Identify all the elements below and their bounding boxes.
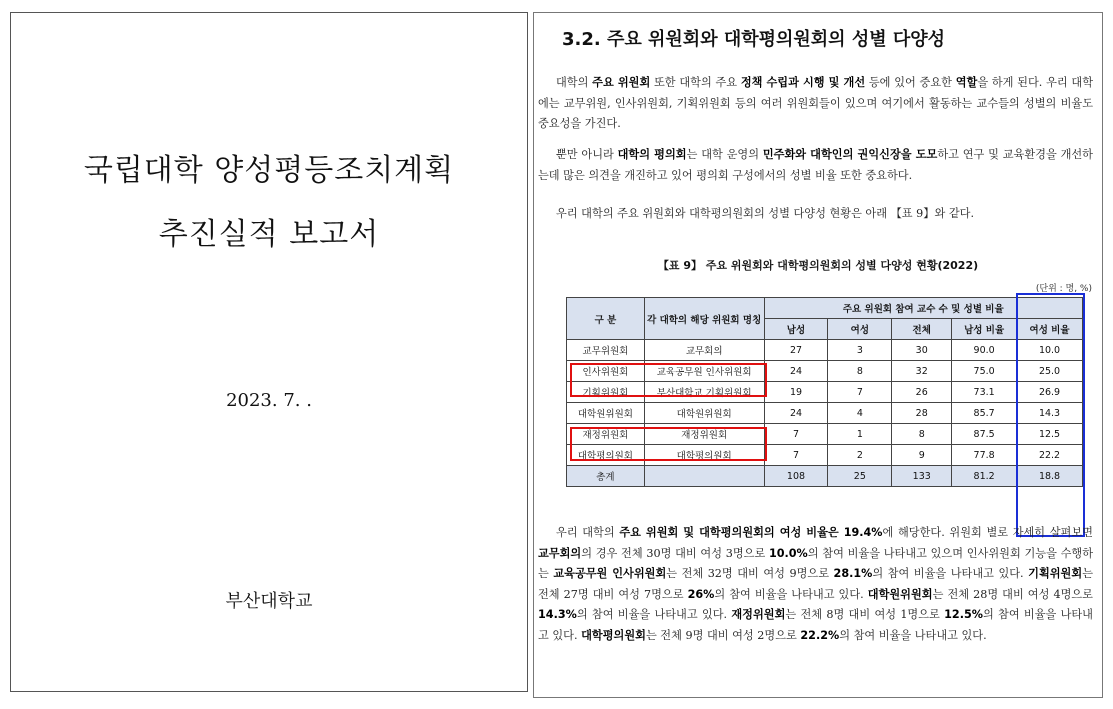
cell-diagonal	[644, 466, 764, 487]
header-total: 전체	[892, 319, 952, 340]
paragraph-2	[538, 145, 1093, 186]
cell-male-pct: 85.7	[952, 403, 1017, 424]
para1-text-2: 또한 대학의 주요	[650, 76, 741, 89]
cell-male-pct: 90.0	[952, 340, 1017, 361]
cell-female: 8	[828, 361, 892, 382]
cell-male-pct: 77.8	[952, 445, 1017, 466]
highlight-box-finance	[570, 427, 767, 461]
para1-bold-1: 주요 위원회	[592, 76, 651, 89]
cell-group: 교무위원회	[567, 340, 645, 361]
cell-male-pct: 73.1	[952, 382, 1017, 403]
cell-male-pct: 75.0	[952, 361, 1017, 382]
cell-name: 대학평의원회	[644, 445, 764, 466]
para4-text: 는 전체 9명 대비 여성 2명으로	[645, 628, 801, 642]
cell-female-pct: 14.3	[1017, 403, 1083, 424]
cell-total: 32	[892, 361, 952, 382]
para4-bold: 12.5%	[944, 608, 983, 621]
para4-text: 에 해당한다. 위원회 별로 자세히 살펴보면	[882, 526, 1093, 539]
paragraph-3	[538, 204, 1093, 225]
highlight-box-female-ratio	[1016, 293, 1085, 537]
cell-group: 인사위원회	[567, 361, 645, 382]
para2-text-3: 하고 연구 및 교육환경을 개선하는데 많은 의견을 개진하고 있어 평의회 구성에서의 성별 비율 또한 중요하다.	[538, 148, 1093, 182]
cover-title-line2: 추진실적 보고서	[158, 217, 380, 252]
para4-text: 의 참여 비율을 나타내고 있다.	[839, 628, 987, 642]
cell-name: 대학원위원회	[644, 403, 764, 424]
cell-male: 27	[764, 340, 828, 361]
cell-name: 교무회의	[644, 340, 764, 361]
paragraph-4	[538, 523, 1093, 646]
cell-male: 24	[764, 361, 828, 382]
para4-text: 의 경우 전체 30명 대비 여성 3명으로	[581, 546, 769, 560]
cell-name: 재정위원회	[644, 424, 764, 445]
table-row	[567, 403, 1083, 424]
para4-text: 의 참여 비율을 나타내고 있다.	[538, 608, 1093, 642]
para4-text: 는 전체 32명 대비 여성 9명으로	[666, 567, 834, 580]
para4-bold: 기획위원회	[1028, 567, 1083, 580]
cell-group: 기획위원회	[567, 382, 645, 403]
cell-female: 3	[828, 340, 892, 361]
table-unit: (단위 : 명, %)	[1035, 284, 1092, 294]
paragraph-1	[538, 73, 1093, 135]
header-committee-name: 각 대학의 해당 위원회 명칭	[644, 298, 764, 340]
cover-page	[10, 12, 528, 692]
para4-bold: 14.3%	[538, 608, 577, 621]
cell-male: 7	[764, 424, 828, 445]
table-total-row	[567, 466, 1083, 487]
para2-text-2: 는 대학 운영의	[686, 148, 763, 161]
para4-text: 의 참여 비율을 나타내고 있다.	[714, 587, 868, 601]
para4-bold: 교무회의	[538, 546, 582, 560]
cell-female-pct: 22.2	[1017, 445, 1083, 466]
para4-bold: 교육공무원 인사위원회	[553, 567, 667, 580]
cell-total: 26	[892, 382, 952, 403]
para4-bold: 주요 위원회 및 대학평의원회의 여성 비율은 19.4%	[619, 526, 883, 539]
cell-total-label: 총계	[567, 466, 645, 487]
cover-title-line1: 국립대학 양성평등조치계획	[83, 153, 455, 188]
table-row	[567, 340, 1083, 361]
para1-text-1: 대학의	[556, 76, 593, 89]
table-caption: 【표 9】 주요 위원회와 대학평의원회의 성별 다양성 현황(2022)	[657, 259, 979, 272]
header-male: 남성	[764, 319, 828, 340]
cell-female: 1	[828, 424, 892, 445]
para4-text: 는 전체 8명 대비 여성 1명으로	[785, 608, 945, 621]
header-group: 구 분	[567, 298, 645, 340]
section-title: 3.2. 주요 위원회와 대학평의원회의 성별 다양성	[562, 29, 946, 50]
cell-male: 19	[764, 382, 828, 403]
cell-male: 7	[764, 445, 828, 466]
para4-bold: 22.2%	[800, 628, 840, 642]
para1-bold-2: 정책 수립과 시행 및 개선	[740, 76, 866, 89]
cell-total: 8	[892, 424, 952, 445]
cell-female-pct: 25.0	[1017, 361, 1083, 382]
para4-bold: 28.1%	[833, 567, 873, 580]
cell-female: 7	[828, 382, 892, 403]
header-male-pct: 남성 비율	[952, 319, 1017, 340]
para4-bold: 10.0%	[768, 546, 808, 560]
cell-female-pct: 12.5	[1017, 424, 1083, 445]
para4-bold: 재정위원회	[731, 608, 786, 621]
para3-text: 우리 대학의 주요 위원회와 대학평의원회의 성별 다양성 현황은 아래 【표 9】와 같다.	[556, 207, 974, 220]
para4-text: 는 전체 27명 대비 여성 7명으로	[538, 567, 1093, 601]
cell-male: 24	[764, 403, 828, 424]
para4-bold: 26%	[687, 587, 715, 601]
cell-total-male-pct: 81.2	[952, 466, 1017, 487]
cell-total-female: 25	[828, 466, 892, 487]
report-page	[533, 12, 1103, 698]
header-span: 주요 위원회 참여 교수 수 및 성별 비율	[764, 298, 1082, 319]
cell-female-pct: 10.0	[1017, 340, 1083, 361]
cell-total-total: 133	[892, 466, 952, 487]
para4-text: 의 참여 비율을 나타내고 있다.	[576, 608, 732, 621]
header-female: 여성	[828, 319, 892, 340]
para1-bold-3: 역할	[955, 76, 978, 89]
para1-text-4: 을 하게 된다. 우리 대학에는 교무위원, 인사위원회, 기획위원회 등의 여러 위원회들이 있으며 여기에서 활동하는 교수들의 성별의 비율도 중요성을 가진다.	[538, 76, 1094, 130]
para4-text: 는 전체 28명 대비 여성 4명으로	[932, 587, 1093, 601]
cell-total: 9	[892, 445, 952, 466]
cell-name: 교육공무원 인사위원회	[644, 361, 764, 382]
para4-bold: 대학평의원회	[581, 628, 646, 642]
cell-total-female-pct: 18.8	[1017, 466, 1083, 487]
para4-text: 의 참여 비율을 나타내고 있으며 인사위원회 기능을 수행하는	[538, 546, 1093, 580]
para2-text-1: 뿐만 아니라	[556, 148, 618, 161]
cell-total: 28	[892, 403, 952, 424]
cell-female: 2	[828, 445, 892, 466]
cell-name: 부산대학교 기획위원회	[644, 382, 764, 403]
cell-female: 4	[828, 403, 892, 424]
para2-bold-2: 민주화와 대학인의 권익신장을 도모	[762, 148, 938, 161]
para4-bold: 대학원위원회	[867, 587, 933, 601]
cover-date: 2023. 7. .	[226, 390, 312, 411]
cell-group: 대학평의원회	[567, 445, 645, 466]
para4-text: 우리 대학의	[556, 526, 620, 539]
cover-organization: 부산대학교	[225, 591, 313, 612]
cell-female-pct: 26.9	[1017, 382, 1083, 403]
header-female-pct: 여성 비율	[1017, 319, 1083, 340]
cell-total: 30	[892, 340, 952, 361]
highlight-box-personnel	[570, 363, 767, 397]
para2-bold-1: 대학의 평의회	[617, 148, 687, 161]
cell-total-male: 108	[764, 466, 828, 487]
cell-group: 대학원위원회	[567, 403, 645, 424]
para4-text: 의 참여 비율을 나타내고 있다.	[872, 567, 1029, 580]
para1-text-3: 등에 있어 중요한	[865, 76, 956, 89]
cell-male-pct: 87.5	[952, 424, 1017, 445]
cell-group: 재정위원회	[567, 424, 645, 445]
